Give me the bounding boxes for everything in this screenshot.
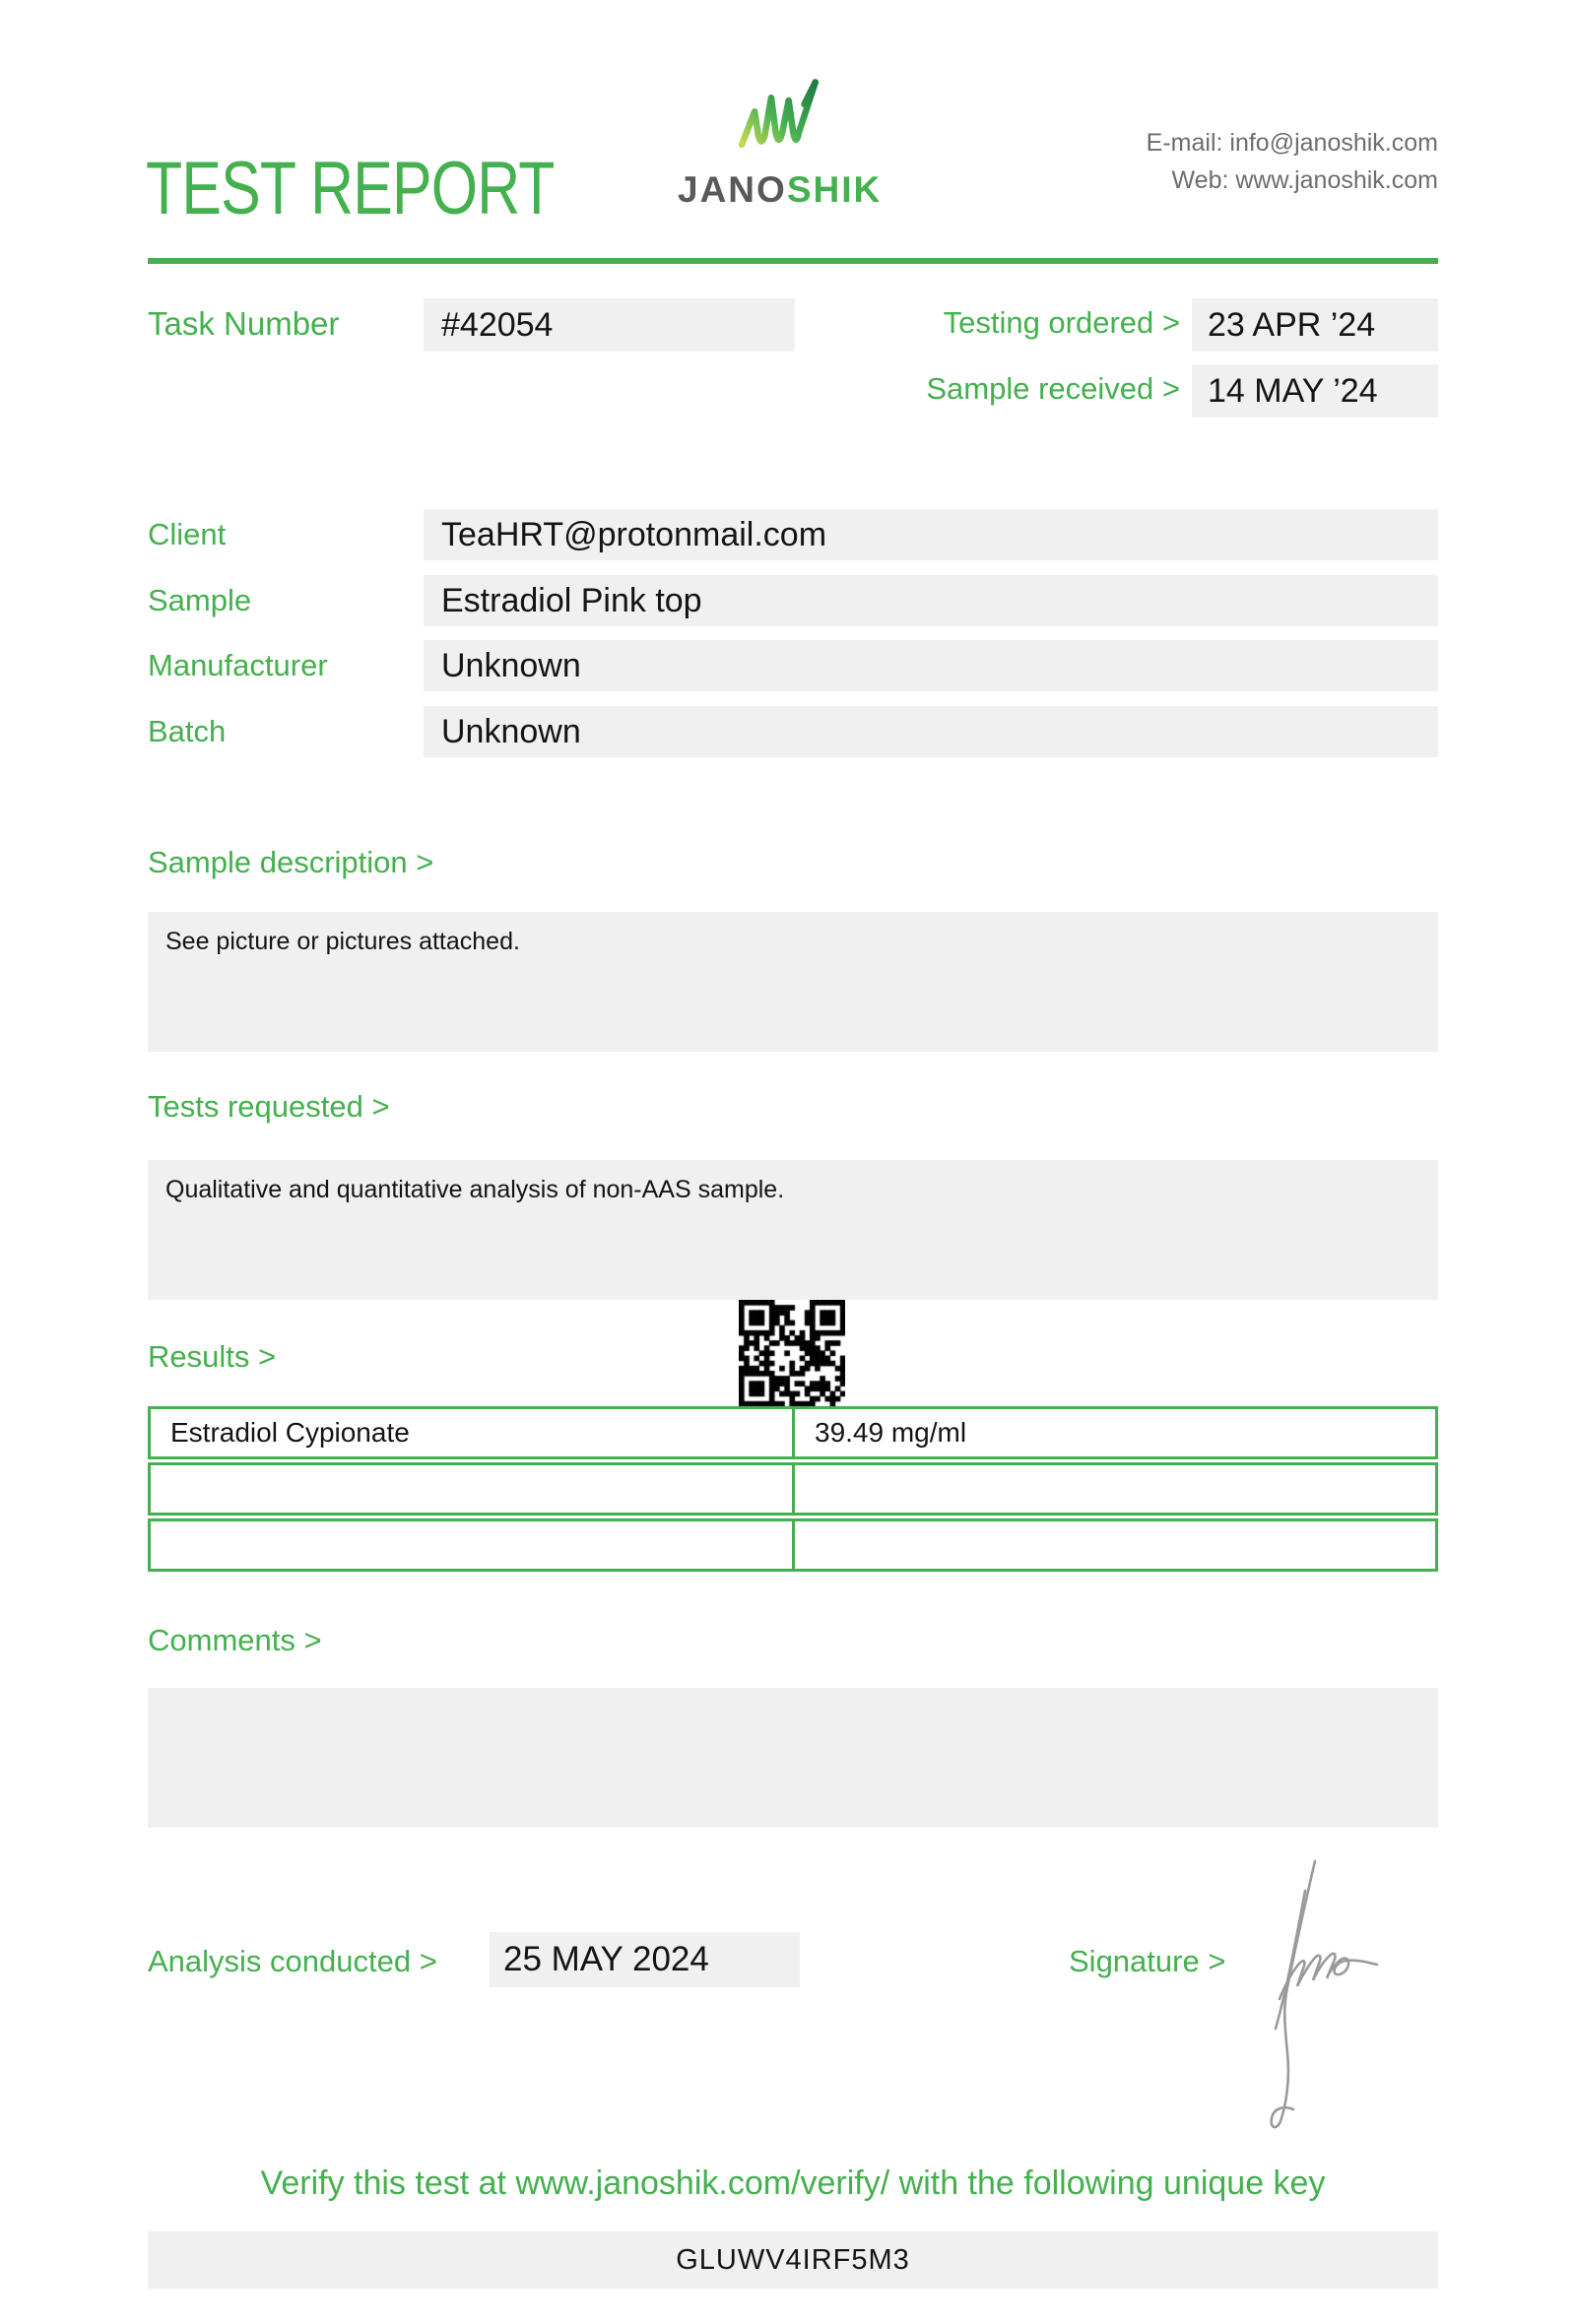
sample-description-heading: Sample description >	[148, 845, 434, 879]
sample-value: Estradiol Pink top	[424, 575, 1438, 626]
janoshik-logo-icon	[737, 75, 831, 158]
result-value	[795, 1521, 1435, 1569]
testing-ordered-label: Testing ordered >	[943, 305, 1180, 340]
result-value: 39.49 mg/ml	[815, 1417, 967, 1448]
qr-code	[739, 1300, 845, 1406]
analysis-conducted-date: 25 MAY 2024	[490, 1932, 800, 1987]
sample-label: Sample	[148, 583, 252, 617]
batch-row	[148, 706, 1438, 757]
batch-value: Unknown	[424, 706, 1438, 757]
manufacturer-label: Manufacturer	[148, 648, 328, 682]
signature-label: Signature >	[1069, 1944, 1226, 1978]
verify-instruction: Verify this test at www.janoshik.com/verify/ with the following unique key	[260, 2164, 1326, 2202]
result-value	[795, 1465, 1435, 1513]
client-label: Client	[148, 517, 227, 551]
sample-received-date: 14 MAY ’24	[1192, 364, 1438, 418]
contact-web: Web: www.janoshik.com	[1171, 166, 1438, 194]
sample-received-label: Sample received >	[926, 371, 1180, 406]
results-row	[148, 1406, 1438, 1459]
tests-requested-box: Qualitative and quantitative analysis of non-AAS sample.	[148, 1160, 1438, 1300]
analysis-conducted-label: Analysis conducted >	[148, 1944, 437, 1978]
contact-block	[1147, 124, 1438, 199]
sample-description-box: See picture or pictures attached.	[148, 912, 1438, 1052]
signature-image	[1246, 1849, 1443, 2145]
unique-key-value: GLUWV4IRF5M3	[148, 2231, 1438, 2289]
testing-ordered-date: 23 APR ’24	[1192, 298, 1438, 352]
results-row	[148, 1462, 1438, 1516]
page-title: TEST REPORT	[146, 147, 555, 230]
header-divider	[148, 258, 1438, 264]
sample-row	[148, 575, 1438, 626]
result-substance	[151, 1465, 795, 1513]
task-number-label: Task Number	[148, 305, 340, 342]
contact-email: E-mail: info@janoshik.com	[1146, 129, 1438, 157]
client-value: TeaHRT@protonmail.com	[424, 509, 1438, 560]
tests-requested-heading: Tests requested >	[148, 1089, 390, 1124]
results-row	[148, 1518, 1438, 1572]
results-table	[148, 1406, 1438, 1575]
result-substance	[151, 1521, 795, 1569]
batch-label: Batch	[148, 714, 227, 748]
logo-text-jano: JANO	[678, 169, 787, 210]
comments-heading: Comments >	[148, 1623, 322, 1657]
janoshik-logo-text	[678, 169, 882, 211]
manufacturer-row	[148, 640, 1438, 691]
task-number-value: #42054	[424, 298, 795, 352]
client-row	[148, 509, 1438, 560]
result-substance: Estradiol Cypionate	[151, 1409, 795, 1456]
results-heading: Results >	[148, 1339, 277, 1374]
logo-text-shik: SHIK	[786, 169, 883, 210]
manufacturer-value: Unknown	[424, 640, 1438, 691]
comments-box	[148, 1688, 1438, 1828]
